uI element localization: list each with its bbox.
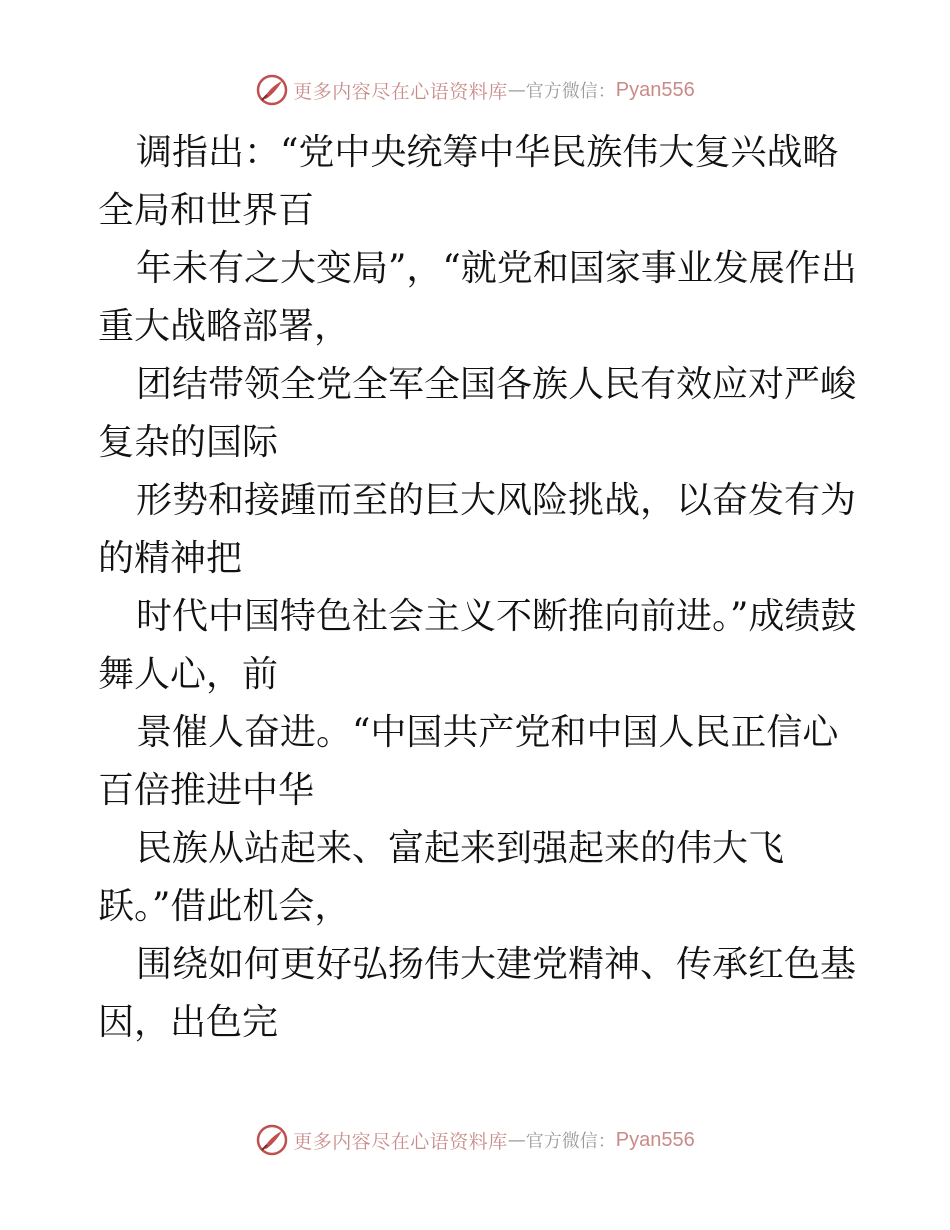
- header-watermark: [0, 70, 950, 110]
- red-quill-logo-icon: [255, 73, 289, 107]
- watermark-wechat-label: 官方微信：: [525, 1131, 616, 1152]
- red-quill-logo-icon: [255, 1123, 289, 1157]
- body-line: 团结带领全党全军全国各族人民有效应对严峻复杂的国际: [98, 364, 857, 463]
- body-line: 民族从站起来、富起来到强起来的伟大飞跃。”借此机会，: [98, 828, 785, 927]
- body-line: 景催人奋进。“中国共产党和中国人民正信心百倍推进中华: [98, 712, 839, 811]
- watermark-wechat-label: 官方微信：: [525, 81, 616, 102]
- body-line: 调指出：“党中央统筹中华民族伟大复兴战略全局和世界百: [98, 132, 839, 231]
- body-line: 围绕如何更好弘扬伟大建党精神、传承红色基因，出色完: [98, 944, 857, 1043]
- watermark-site-text: 更多内容尽在心语资料库: [293, 1130, 508, 1153]
- footer-watermark: [0, 1120, 950, 1160]
- watermark-dash: —: [507, 79, 526, 101]
- watermark-dash: —: [507, 1129, 526, 1151]
- document-body: [98, 124, 858, 1052]
- watermark-site-text: 更多内容尽在心语资料库: [293, 80, 508, 103]
- watermark-wechat-id: Pyan556: [615, 78, 695, 101]
- body-line: 时代中国特色社会主义不断推向前进。”成绩鼓舞人心，前: [98, 596, 857, 695]
- watermark-wechat-id: Pyan556: [615, 1128, 695, 1151]
- body-line: 年未有之大变局”，“就党和国家事业发展作出重大战略部署，: [98, 248, 857, 347]
- body-line: 形势和接踵而至的巨大风险挑战，以奋发有为的精神把: [98, 480, 857, 579]
